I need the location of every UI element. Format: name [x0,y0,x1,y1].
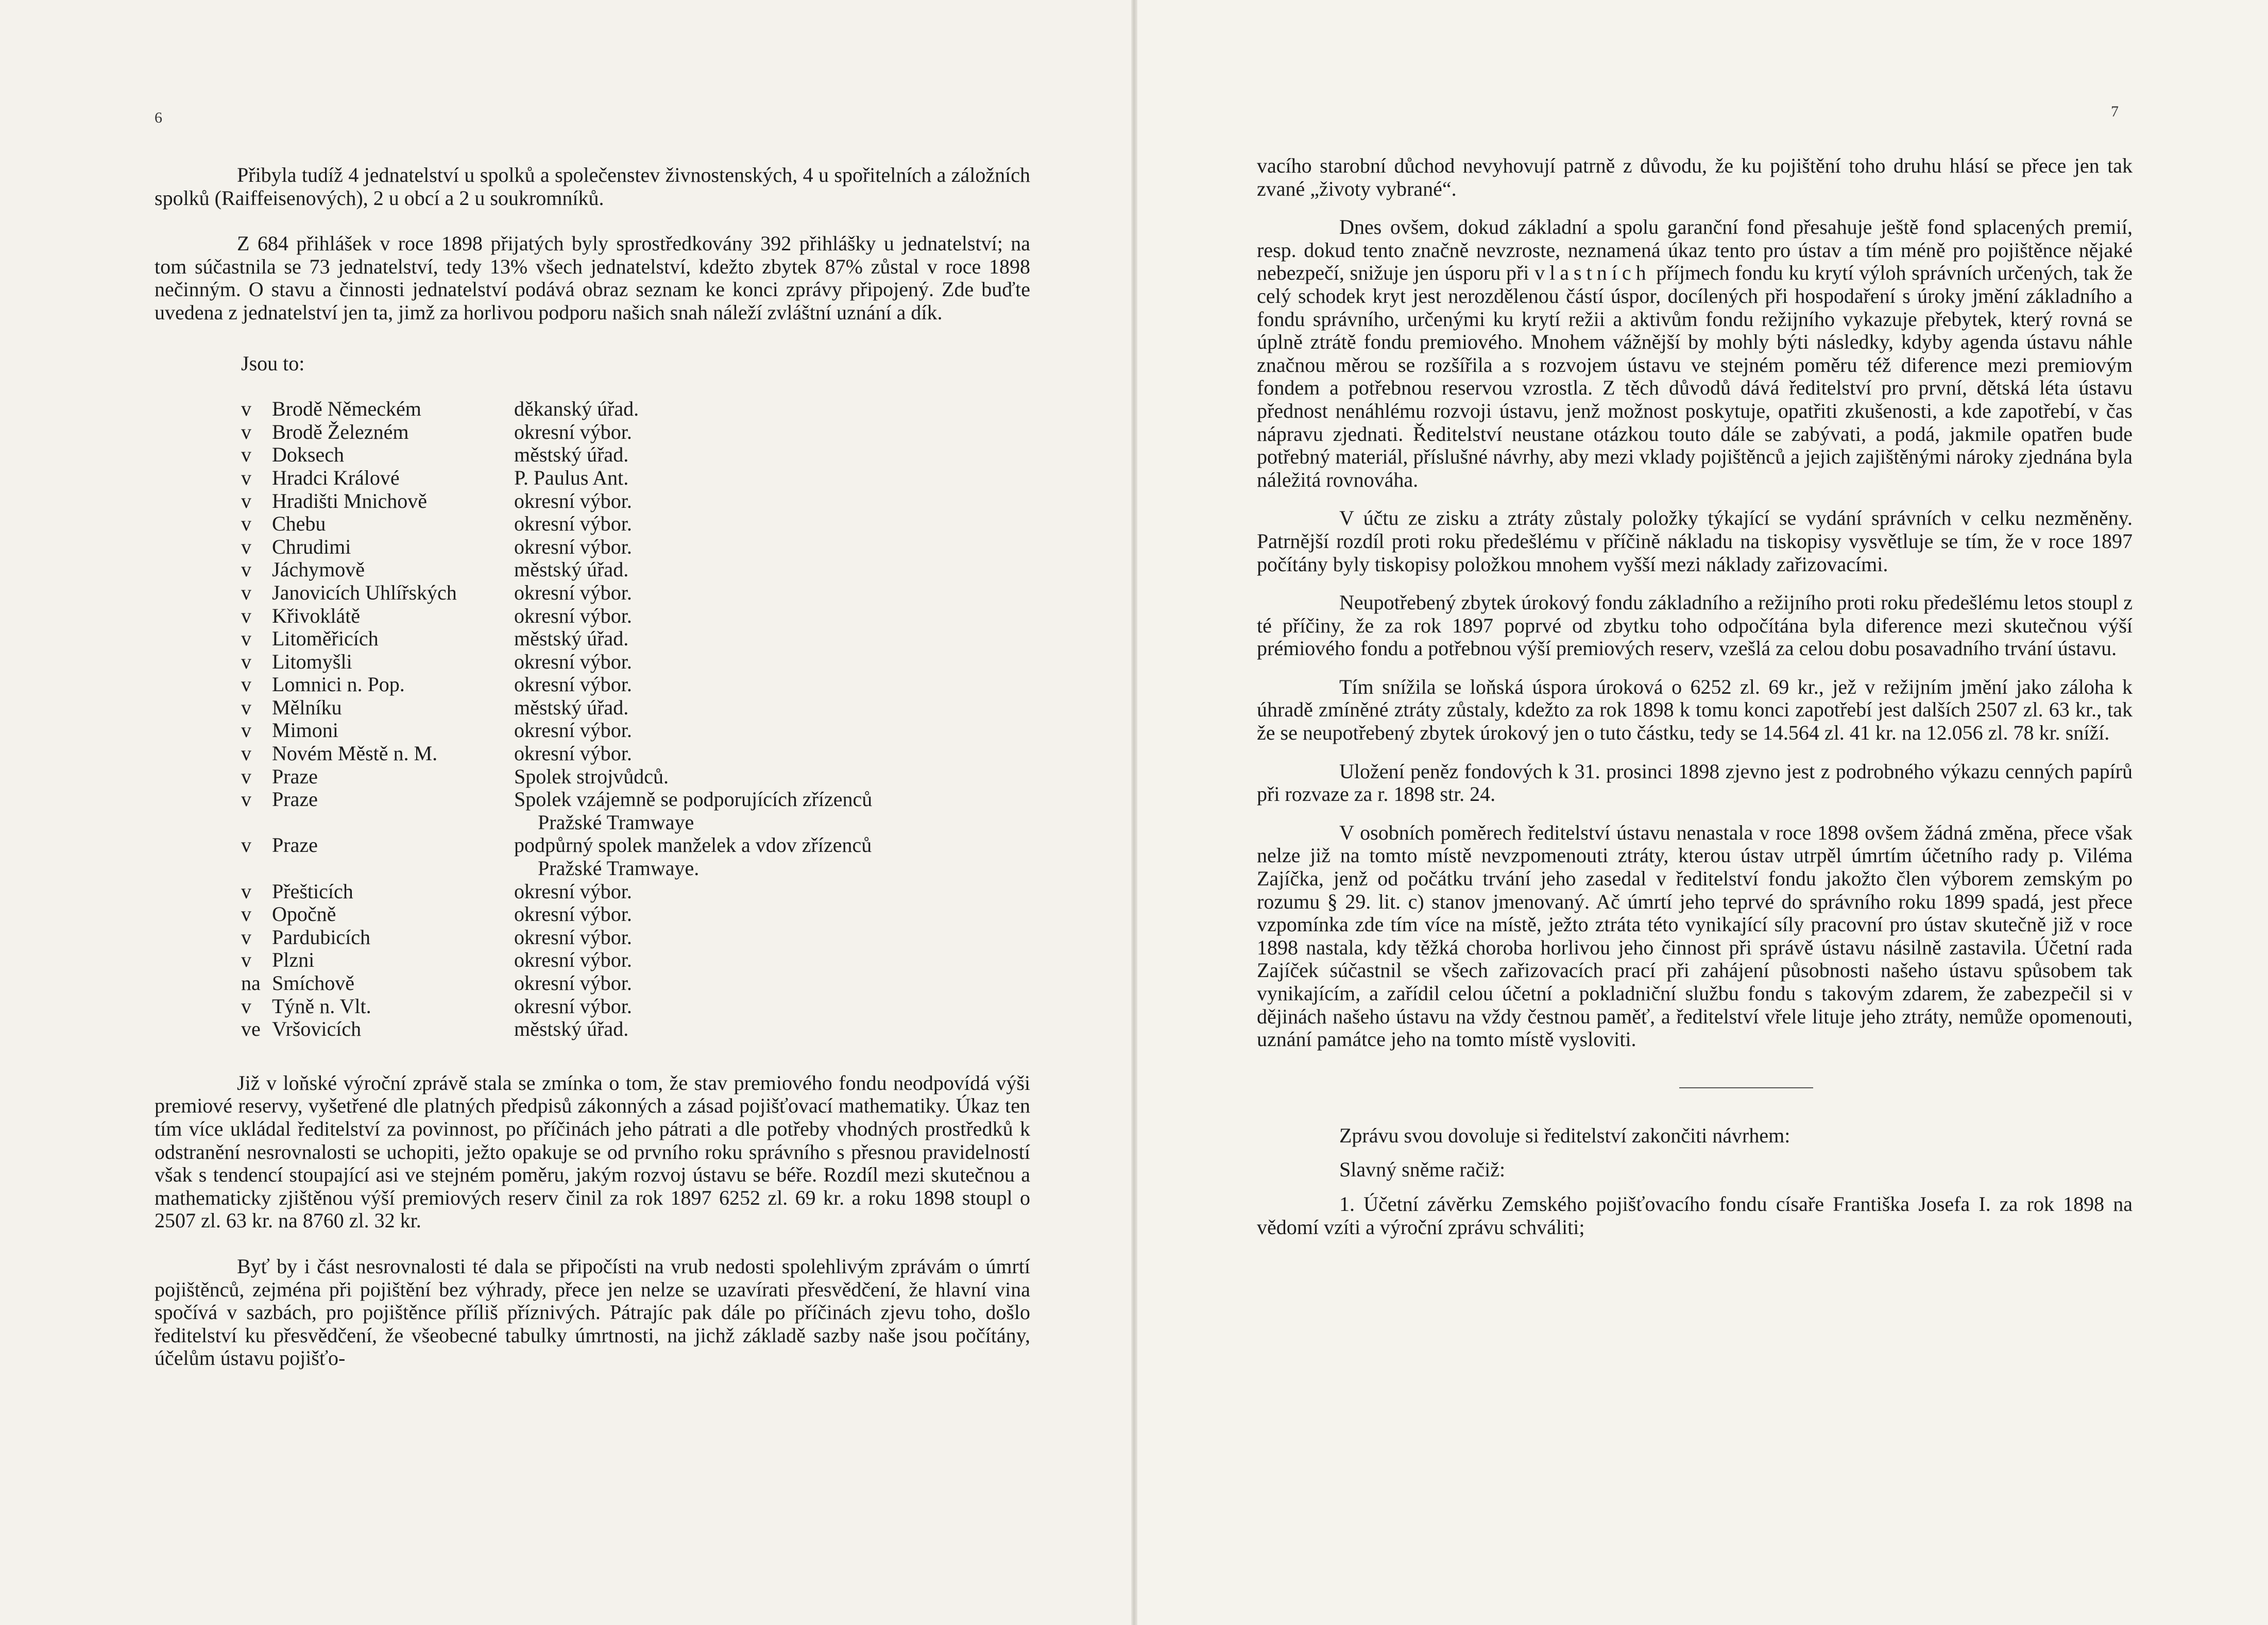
list-item-office: okresní výbor. [514,580,632,604]
list-item-place: Týně n. Vlt. [272,994,371,1018]
list-item-place: Jáchymově [272,558,365,581]
list-item-preposition: v [241,719,251,742]
list-item-office: okresní výbor. [514,719,632,742]
list-item-office: Spolek strojvůdců. [514,764,669,788]
paragraph: V účtu ze zisku a ztráty zůstaly položky týkající se vydání správních v celku nezměněny. Patrnější rozdíl proti roku předešlému v příčině nákladu na tiskopisy vysvětluje se tím, že v roce 1897 počítány byly tiskopisy položkou mnohem vyšší mezi náklady zařizovacími. [1257,506,2133,576]
list-item-place: Hradišti Mnichově [272,489,428,512]
list-item-preposition: v [241,925,251,949]
left-text-column [155,164,1030,1370]
list-item-place: Přešticích [272,879,353,903]
paragraph-continued: vacího starobní důchod nevyhovují patrně z důvodu, že ku pojištění toho druhu hlásí se přece jen tak zvané „životy vybrané“. [1257,154,2133,200]
list-item-preposition: v [241,948,251,972]
list-item-office: okresní výbor. [514,994,632,1018]
list-item-office: okresní výbor. [514,512,632,536]
list-item-place: Praze [272,788,318,811]
list-item-place: Praze [272,764,318,788]
list-item-office: městský úřad. [514,627,629,651]
list-item-preposition: v [241,627,251,651]
page-number-right: 7 [2111,103,2119,120]
list-item-office: P. Paulus Ant. [514,466,629,489]
page-number-left: 6 [155,109,162,126]
list-item-preposition: v [241,788,251,811]
closing-line: Zprávu svou dovoluje si ředitelství zakončiti návrhem: [1339,1123,1790,1147]
list-item-place: Lomnici n. Pop. [272,673,405,696]
list-item-preposition: v [241,994,251,1018]
list-item-preposition: v [241,742,251,765]
list-item-office: okresní výbor. [514,489,632,512]
list-intro: Jsou to: [241,351,305,375]
list-item-preposition: v [241,443,251,467]
list-item-office: okresní výbor. [514,971,632,995]
list-item-office: městský úřad. [514,443,629,467]
list-item-place: Smíchově [272,971,354,995]
section-divider [1679,1087,1813,1088]
list-item-preposition: ve [241,1017,261,1041]
list-item-preposition: v [241,512,251,536]
list-item-preposition: v [241,764,251,788]
paragraph: Z 684 přihlášek v roce 1898 přijatých byly sprostředkovány 392 přihlášky u jednatelství; na tom súčastnila se 73 jednatelství, tedy 13% všech jednatelství, kdežto zbytek 87% zůstal v roce 1898 nečinným. O stavu a činnosti jednatelství podává obraz seznam ke konci zprávy připojený. Zde buďte uvedena z jednatelství jen ta, jimž za horlivou podporu našich snah náleží zvláštní uznání a dík. [155,232,1030,324]
paragraph: V osobních poměrech ředitelství ústavu nenastala v roce 1898 ovšem žádná změna, přece však nelze již na tomto místě nevzpomenouti ztráty, kterou ústav utrpěl úmrtím účetního rady p. Viléma Zajíčka, jenž od počátku trvání jeho zasedal v ředitelství fondu jakožto člen výborem zemským po rozumu § 29. lit. c) stanov jmenovaný. Ač úmrtí jeho teprvé do správního roku 1899 spadá, jest přece vzpomínka zde tím více na místě, ježto ztráta této vynikající síly pracovní pro ústav skutečně již v roce 1898 nastala, kdy těžká choroba horlivou jeho činnost při správě ústavu násilně zastavila. Účetní rada Zajíček súčastnil se všech zařizovacích prací při zahájení působnosti našeho ústavu spůsobem tak vynikajícím, a zařídil celou účetní a pokladniční službu fondu s takovým zdarem, že zabezpečil si v dějinách našeho ústavu na vždy čestnou paměť, a ředitelství vřele lituje jeho ztráty, nemůže opomenouti, uznání památce jeho na tomto místě vysloviti. [1257,820,2133,1051]
list-item-place: Doksech [272,443,344,467]
list-item-place: Křivoklátě [272,604,361,627]
list-item-place: Opočně [272,902,336,926]
list-item-preposition: v [241,466,251,489]
list-item-office: okresní výbor. [514,902,632,926]
list-item-place: Praze [272,833,318,857]
list-item-place: Pardubicích [272,925,371,949]
paragraph: Tím snížila se loňská úspora úroková o 6252 zl. 69 kr., jež v režijním jmění jako záloha k úhradě zmíněné ztráty zůstaly, kdežto za rok 1898 k tomu konci zapotřebí jest dalších 2507 zl. 63 kr., tak že se neupotřebený zbytek úrokový jen o tuto částku, tedy se 14.564 zl. 41 kr. na 12.056 zl. 78 kr. sníží. [1257,675,2133,745]
list-item-office: děkanský úřad. [514,397,639,421]
list-item-office: okresní výbor. [514,535,632,558]
list-item-office: Spolek vzájemně se podporujících zřízenců [514,788,873,811]
list-item-preposition: v [241,833,251,857]
list-item-place: Plzni [272,948,315,972]
list-item-preposition: v [241,695,251,719]
list-item-place: Brodě Železném [272,420,409,443]
emphasized-word: vlastních [1534,261,1651,285]
list-item-place: Mimoni [272,719,338,742]
paragraph: Uložení peněz fondových k 31. prosinci 1898 zjevno jest z podrobného výkazu cenných papírů při rozvaze za r. 1898 str. 24. [1257,759,2133,806]
list-item-preposition: v [241,879,251,903]
list-item-place: Novém Městě n. M. [272,742,438,765]
list-item-preposition: v [241,420,251,443]
paragraph-part: příjmech fondu ku krytí výloh správních určených, tak že celý schodek kryt jest nerozdělenou částí úspor, docílených při hospodaření s úroky jmění základního a fondu správního, určenými ku krytí režii a aktivům fondu režijního vykazuje přebytek, který rovná se úplně ztrátě fondu premiového. Mnohem vážnější by mohly býti následky, kdyby agenda ústavu náhle značnou měrou se rozšířila a s rozvojem ústavu ve stejném poměru též diference mezi premiovým fondem a potřebnou reservou vzrostla. Z těch důvodů dává ředitelství pro první, dětská léta ústavu přednost nenáhlému rozvoji ústavu, jenž možnost poskytuje, opatřiti zkušenosti, a kde zapotřebí, v čas nápravu zjednati. Ředitelství neustane otázkou touto dále se zabývati, a podá, jakmile opatřen bude potřebný materiál, příslušné návrhy, aby mezi vklady pojištěnců a jejich zajištěnými nároky zjednána byla náležitá rovnováha. [1257,261,2133,491]
right-text-column [1257,155,2133,1239]
list-item-office: podpůrný spolek manželek a vdov zřízenců [514,833,872,857]
list-item-office: městský úřad. [514,695,629,719]
list-item-preposition: v [241,604,251,627]
list-item-office: městský úřad. [514,1017,629,1041]
agency-list [241,398,1030,1041]
list-item-place: Brodě Německém [272,397,421,421]
closing-line: Slavný sněme račiž: [1339,1158,1506,1182]
list-item-preposition: v [241,673,251,696]
list-item-preposition: v [241,902,251,926]
list-item-place: Litoměřicích [272,627,379,651]
list-item-office-continued: Pražské Tramwaye [538,810,694,834]
closing-line: 1. Účetní závěrku Zemského pojišťovacího fondu císaře Františka Josefa I. za rok 1898 na vědomí vzíti a výroční zprávu schváliti; [1257,1192,2133,1239]
list-item-office: okresní výbor. [514,948,632,972]
list-item-place: Mělníku [272,695,342,719]
list-item-preposition: v [241,397,251,421]
paragraph: Byť by i část nesrovnalosti té dala se připočísti na vrub nedosti spolehlivým zprávám o úmrtí pojištěnců, zejména při pojištění bez výhrady, přece jen nelze se uzavírati přesvědčení, že hlavní vina spočívá v sazbách, pro pojištěnce příliš příznivých. Pátrajíc pak dále po příčinách zjevu toho, došlo ředitelství ku přesvědčení, že všeobecné tabulky úmrtnosti, na jichž základě sazby naše jsou počítány, účelům ústavu pojišťo- [155,1254,1030,1370]
list-item-place: Litomyšli [272,649,352,673]
list-item-office: okresní výbor. [514,673,632,696]
list-item-preposition: v [241,535,251,558]
list-item-office: okresní výbor. [514,742,632,765]
paragraph: Neupotřebený zbytek úrokový fondu základního a režijního proti roku předešlému letos stoupl z té příčiny, že za rok 1897 poprvé od zbytku toho odpočítána byla diference mezi skutečnou výší prémiového fondu a potřebnou výší premiových reserv, vzešlá za celou dobu posavadního trvání ústavu. [1257,591,2133,660]
paragraph [1257,216,2133,491]
list-item-place: Chrudimi [272,535,351,558]
list-item-office: městský úřad. [514,558,629,581]
paragraph-part: Dnes ovšem, dokud základní a spolu garanční fond přesahuje ještě fond splacených premií, resp. dokud tento značně nevzroste, neznamená úkaz tento pro ústav a tím méně pro pojištěnce nějaké nebezpečí, snižuje jen úsporu při [1257,215,2133,285]
book-gutter [1131,0,1137,1625]
list-item-preposition: v [241,649,251,673]
paragraph: Již v loňské výroční zprávě stala se zmínka o tom, že stav premiového fondu neodpovídá výši premiové reservy, vyšetřené dle platných předpisů zákonných a zásad pojišťovací mathematiky. Úkaz ten tím více ukládal ředitelství za povinnost, po příčinách jeho pátrati a dle potřeby vhodných prostředků k odstranění nesrovnalosti se uchopiti, ježto opakuje se od prvního roku správního s přesnou pravidelností však s tendencí stoupající asi ve stejném poměru, jakým rozvoj ústavu se béře. Rozdíl mezi skutečnou a mathematicky zjištěnou výší premiových reserv činil za rok 1897 6252 zl. 69 kr. a roku 1898 stoupl o 2507 zl. 63 kr. na 8760 zl. 32 kr. [155,1071,1030,1233]
list-item-office: okresní výbor. [514,925,632,949]
list-item-preposition: v [241,580,251,604]
list-item-preposition: v [241,558,251,581]
list-item-office: okresní výbor. [514,649,632,673]
list-item-preposition: v [241,489,251,512]
list-item-office: okresní výbor. [514,879,632,903]
list-item-place: Vršovicích [272,1017,362,1041]
paragraph: Přibyla tudíž 4 jednatelství u spolků a společenstev živnostenských, 4 u spořitelních a záložních spolků (Raiffeisenových), 2 u obcí a 2 u soukromníků. [155,163,1030,210]
list-item-office: okresní výbor. [514,420,632,443]
list-item-office: okresní výbor. [514,604,632,627]
list-item-office-continued: Pražské Tramwaye. [538,857,700,880]
list-item-place: Chebu [272,512,326,536]
list-item-place: Janovicích Uhlířských [272,580,457,604]
list-item-preposition: na [241,971,261,995]
list-item-place: Hradci Králové [272,466,400,489]
